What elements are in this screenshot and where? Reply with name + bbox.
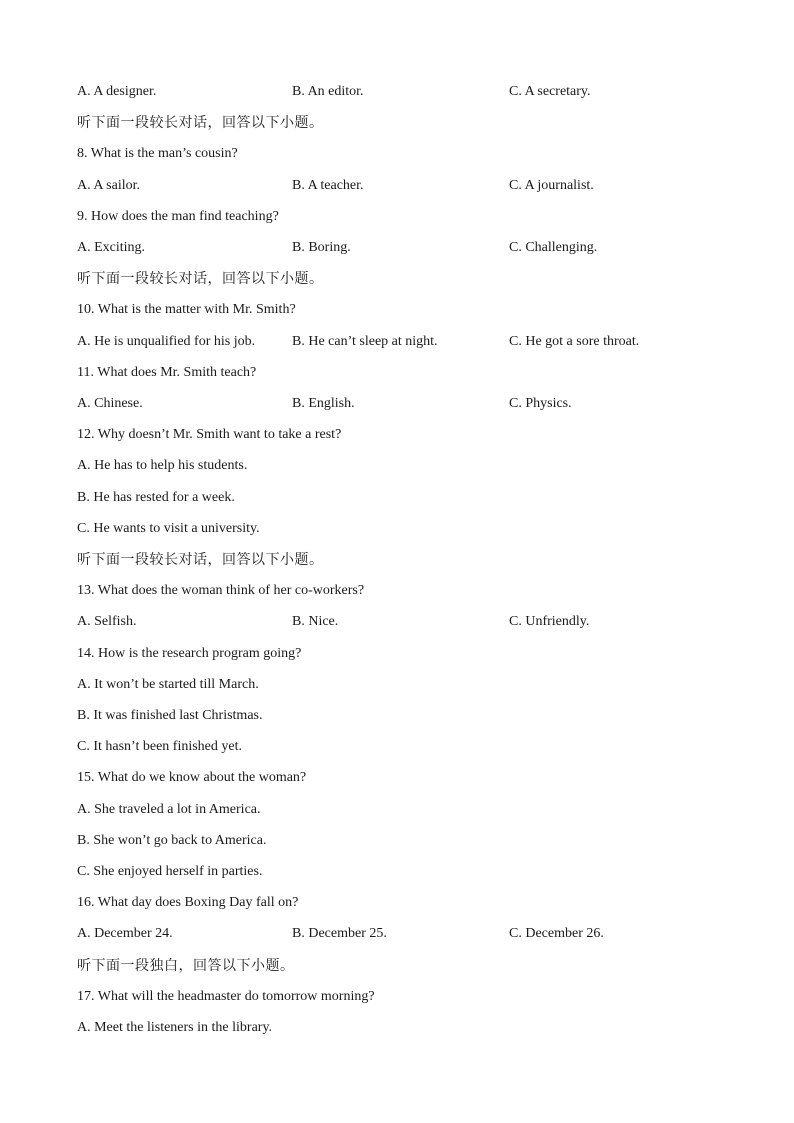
q14-question: 14. How is the research program going? — [77, 646, 302, 661]
q11-option-a: A. Chinese. — [77, 396, 143, 411]
section-heading-monologue: 听下面一段独白，回答以下小题。 — [77, 958, 295, 974]
q14-option-a: A. It won’t be started till March. — [77, 677, 259, 692]
q7-option-a: A. A designer. — [77, 84, 157, 99]
q13-option-b: B. Nice. — [292, 614, 339, 629]
q11-option-c: C. Physics. — [509, 396, 572, 411]
q11-question: 11. What does Mr. Smith teach? — [77, 365, 257, 380]
q12-option-b: B. He has rested for a week. — [77, 490, 235, 505]
q10-option-a: A. He is unqualified for his job. — [77, 334, 256, 349]
q9-option-b: B. Boring. — [292, 240, 351, 255]
q8-question: 8. What is the man’s cousin? — [77, 146, 238, 161]
q17-option-a: A. Meet the listeners in the library. — [77, 1020, 273, 1035]
section-heading: 听下面一段较长对话，回答以下小题。 — [77, 552, 324, 568]
q8-option-c: C. A journalist. — [509, 178, 594, 193]
q7-option-b: B. An editor. — [292, 84, 364, 99]
q16-option-c: C. December 26. — [509, 926, 604, 941]
q10-option-c: C. He got a sore throat. — [509, 334, 640, 349]
q17-question: 17. What will the headmaster do tomorrow morning? — [77, 989, 375, 1004]
q10-option-b: B. He can’t sleep at night. — [292, 334, 438, 349]
q8-option-b: B. A teacher. — [292, 178, 364, 193]
q7-option-c: C. A secretary. — [509, 84, 591, 99]
q11-option-b: B. English. — [292, 396, 355, 411]
q14-option-c: C. It hasn’t been finished yet. — [77, 739, 242, 754]
q14-option-b: B. It was finished last Christmas. — [77, 708, 263, 723]
q16-option-b: B. December 25. — [292, 926, 387, 941]
q10-question: 10. What is the matter with Mr. Smith? — [77, 302, 296, 317]
q12-question: 12. Why doesn’t Mr. Smith want to take a rest? — [77, 427, 342, 442]
q9-option-a: A. Exciting. — [77, 240, 146, 255]
q9-option-c: C. Challenging. — [509, 240, 598, 255]
q15-option-a: A. She traveled a lot in America. — [77, 802, 261, 817]
q12-option-c: C. He wants to visit a university. — [77, 521, 260, 536]
q12-option-a: A. He has to help his students. — [77, 458, 248, 473]
q13-option-a: A. Selfish. — [77, 614, 137, 629]
q13-option-c: C. Unfriendly. — [509, 614, 590, 629]
section-heading: 听下面一段较长对话，回答以下小题。 — [77, 115, 324, 131]
q8-option-a: A. A sailor. — [77, 178, 141, 193]
q15-option-c: C. She enjoyed herself in parties. — [77, 864, 263, 879]
q15-question: 15. What do we know about the woman? — [77, 770, 307, 785]
q15-option-b: B. She won’t go back to America. — [77, 833, 267, 848]
q9-question: 9. How does the man find teaching? — [77, 209, 279, 224]
q16-option-a: A. December 24. — [77, 926, 173, 941]
section-heading: 听下面一段较长对话，回答以下小题。 — [77, 271, 324, 287]
q13-question: 13. What does the woman think of her co-workers? — [77, 583, 365, 598]
q16-question: 16. What day does Boxing Day fall on? — [77, 895, 299, 910]
